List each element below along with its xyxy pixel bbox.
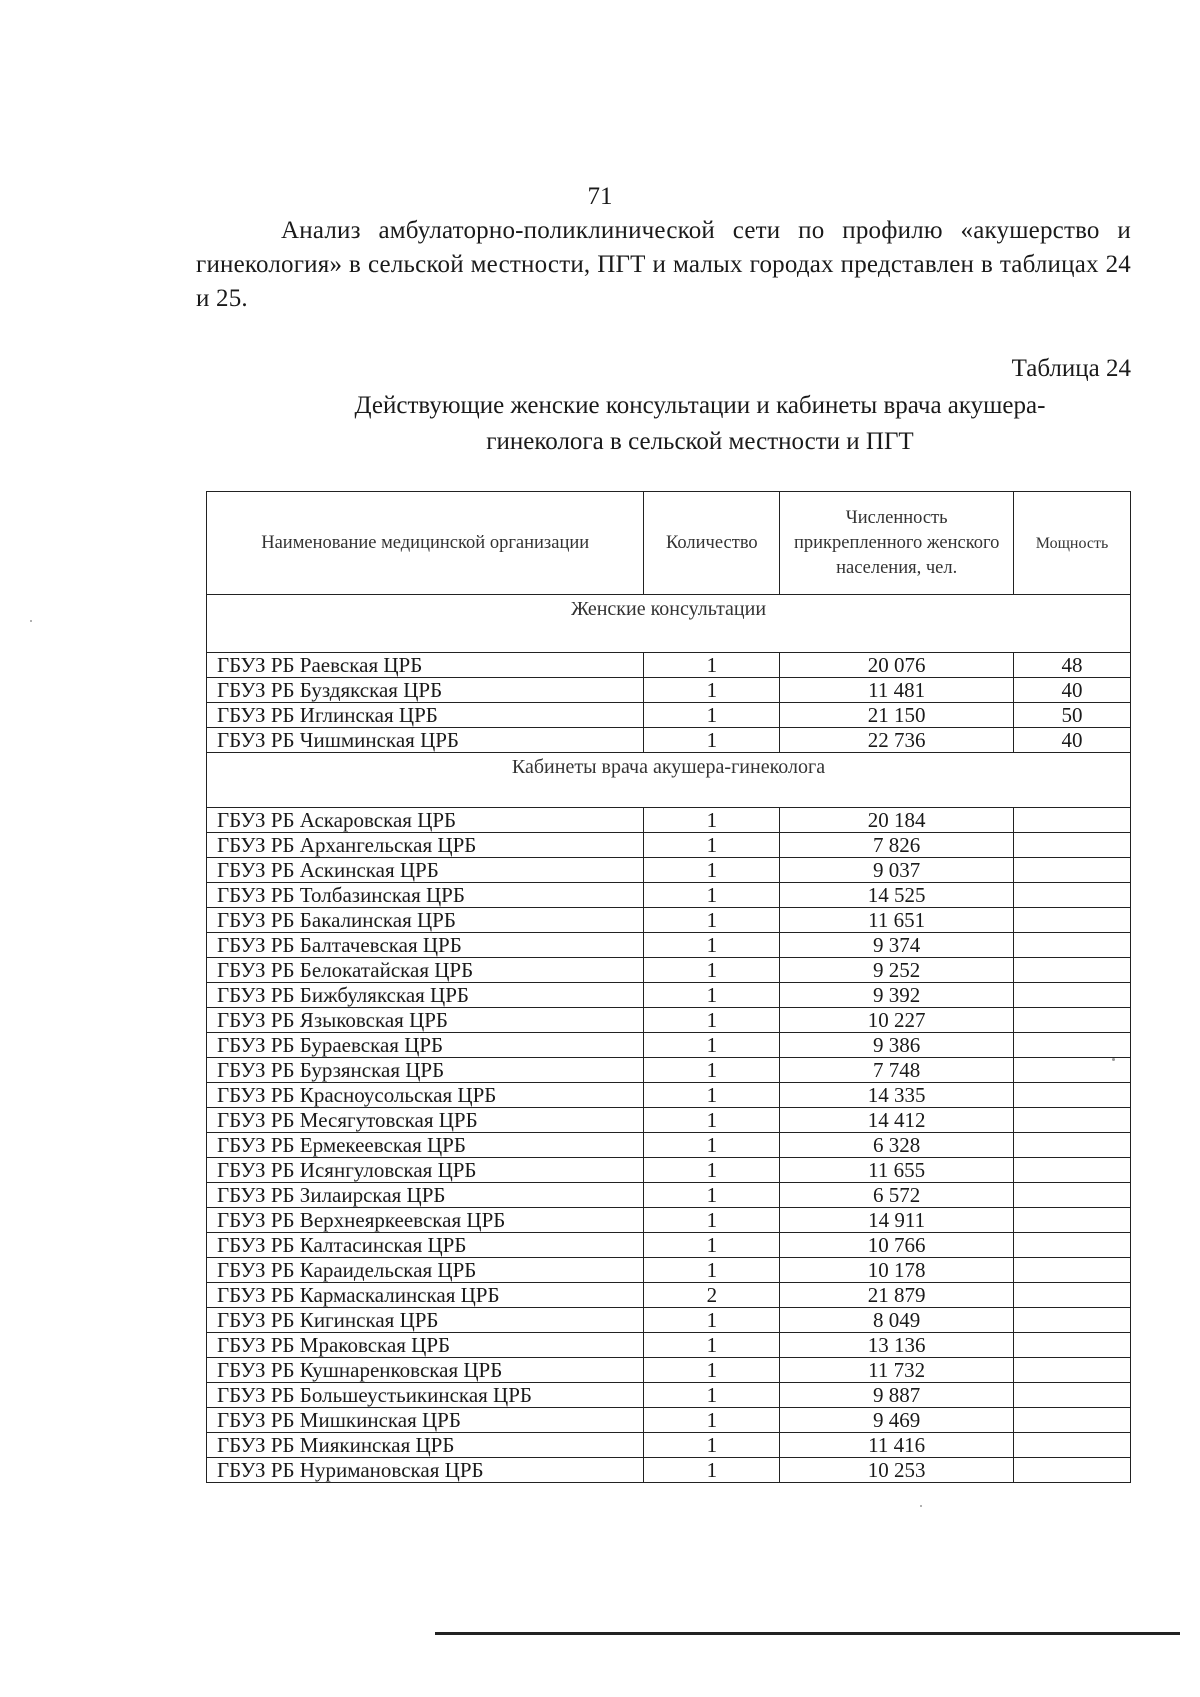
table-row xyxy=(207,1108,1131,1133)
table-title-line: Действующие женские консультации и кабинеты врача акушера- xyxy=(354,392,1046,419)
cell-name: ГБУЗ РБ Иглинская ЦРБ xyxy=(207,703,644,728)
cell-name: ГБУЗ РБ Мраковская ЦРБ xyxy=(207,1333,644,1358)
cell-count: 1 xyxy=(644,1383,780,1408)
table-row xyxy=(207,1308,1131,1333)
table-row xyxy=(207,1058,1131,1083)
cell-power xyxy=(1014,1133,1131,1158)
cell-population: 11 481 xyxy=(780,678,1014,703)
cell-population: 9 469 xyxy=(780,1408,1014,1433)
cell-count: 1 xyxy=(644,1358,780,1383)
table-row xyxy=(207,933,1131,958)
cell-name: ГБУЗ РБ Толбазинская ЦРБ xyxy=(207,883,644,908)
table-body xyxy=(207,595,1131,1483)
cell-name: ГБУЗ РБ Месягутовская ЦРБ xyxy=(207,1108,644,1133)
cell-population: 8 049 xyxy=(780,1308,1014,1333)
cell-power xyxy=(1014,1433,1131,1458)
table-row xyxy=(207,1208,1131,1233)
cell-count: 1 xyxy=(644,883,780,908)
cell-name: ГБУЗ РБ Кушнаренковская ЦРБ xyxy=(207,1358,644,1383)
cell-name: ГБУЗ РБ Большеустьикинская ЦРБ xyxy=(207,1383,644,1408)
cell-name: ГБУЗ РБ Языковская ЦРБ xyxy=(207,1008,644,1033)
cell-count: 1 xyxy=(644,1458,780,1483)
cell-count: 1 xyxy=(644,1258,780,1283)
cell-count: 1 xyxy=(644,1183,780,1208)
table-row xyxy=(207,1408,1131,1433)
bottom-rule xyxy=(435,1632,1180,1635)
cell-population: 6 572 xyxy=(780,1183,1014,1208)
cell-power xyxy=(1014,1183,1131,1208)
table-row xyxy=(207,1433,1131,1458)
header-name: Наименование медицинской организации xyxy=(207,492,644,595)
cell-population: 9 392 xyxy=(780,983,1014,1008)
cell-name: ГБУЗ РБ Зилаирская ЦРБ xyxy=(207,1183,644,1208)
table-row xyxy=(207,833,1131,858)
cell-population: 11 732 xyxy=(780,1358,1014,1383)
cell-count: 1 xyxy=(644,1308,780,1333)
table-row xyxy=(207,808,1131,833)
cell-population: 10 253 xyxy=(780,1458,1014,1483)
section-title: Женские консультации xyxy=(207,595,1131,653)
cell-power xyxy=(1014,1033,1131,1058)
cell-power xyxy=(1014,1108,1131,1133)
cell-name: ГБУЗ РБ Аскаровская ЦРБ xyxy=(207,808,644,833)
cell-population: 20 184 xyxy=(780,808,1014,833)
cell-power: 40 xyxy=(1014,728,1131,753)
cell-count: 1 xyxy=(644,1208,780,1233)
cell-power xyxy=(1014,808,1131,833)
table-title xyxy=(300,388,1100,460)
cell-count: 1 xyxy=(644,703,780,728)
cell-population: 14 911 xyxy=(780,1208,1014,1233)
cell-count: 1 xyxy=(644,933,780,958)
table-header-row xyxy=(207,492,1131,595)
cell-power xyxy=(1014,1333,1131,1358)
cell-power xyxy=(1014,858,1131,883)
table-row xyxy=(207,858,1131,883)
cell-power xyxy=(1014,1058,1131,1083)
table-row xyxy=(207,1283,1131,1308)
cell-name: ГБУЗ РБ Верхнеяркеевская ЦРБ xyxy=(207,1208,644,1233)
cell-count: 1 xyxy=(644,1058,780,1083)
cell-power xyxy=(1014,1083,1131,1108)
cell-name: ГБУЗ РБ Красноусольская ЦРБ xyxy=(207,1083,644,1108)
scan-speck xyxy=(920,1505,922,1507)
cell-power xyxy=(1014,1258,1131,1283)
section-row xyxy=(207,595,1131,653)
scan-speck xyxy=(30,620,32,622)
scan-speck xyxy=(1112,1058,1115,1061)
table-row xyxy=(207,1083,1131,1108)
cell-name: ГБУЗ РБ Буздякская ЦРБ xyxy=(207,678,644,703)
cell-count: 1 xyxy=(644,1233,780,1258)
header-population: Численность прикрепленного женского населения, чел. xyxy=(780,492,1014,595)
cell-name: ГБУЗ РБ Аскинская ЦРБ xyxy=(207,858,644,883)
cell-count: 1 xyxy=(644,678,780,703)
table-row xyxy=(207,703,1131,728)
table-title-line: гинеколога в сельской местности и ПГТ xyxy=(486,428,914,455)
table-row xyxy=(207,728,1131,753)
cell-population: 10 227 xyxy=(780,1008,1014,1033)
cell-count: 1 xyxy=(644,833,780,858)
cell-power xyxy=(1014,1208,1131,1233)
cell-count: 1 xyxy=(644,908,780,933)
cell-population: 21 150 xyxy=(780,703,1014,728)
table-label: Таблица 24 xyxy=(1011,355,1131,382)
cell-population: 22 736 xyxy=(780,728,1014,753)
cell-name: ГБУЗ РБ Раевская ЦРБ xyxy=(207,653,644,678)
cell-name: ГБУЗ РБ Миякинская ЦРБ xyxy=(207,1433,644,1458)
cell-count: 1 xyxy=(644,1433,780,1458)
cell-power xyxy=(1014,1308,1131,1333)
cell-count: 1 xyxy=(644,1083,780,1108)
cell-power: 48 xyxy=(1014,653,1131,678)
cell-name: ГБУЗ РБ Исянгуловская ЦРБ xyxy=(207,1158,644,1183)
cell-name: ГБУЗ РБ Балтачевская ЦРБ xyxy=(207,933,644,958)
cell-population: 11 651 xyxy=(780,908,1014,933)
cell-population: 14 335 xyxy=(780,1083,1014,1108)
cell-population: 7 826 xyxy=(780,833,1014,858)
cell-name: ГБУЗ РБ Мишкинская ЦРБ xyxy=(207,1408,644,1433)
cell-population: 14 525 xyxy=(780,883,1014,908)
cell-count: 1 xyxy=(644,1408,780,1433)
cell-power: 50 xyxy=(1014,703,1131,728)
page-number: 71 xyxy=(587,183,613,210)
table-row xyxy=(207,908,1131,933)
header-power: Мощность xyxy=(1014,492,1131,595)
cell-population: 7 748 xyxy=(780,1058,1014,1083)
table-row xyxy=(207,1383,1131,1408)
cell-power xyxy=(1014,1383,1131,1408)
section-row xyxy=(207,753,1131,808)
table-row xyxy=(207,1358,1131,1383)
cell-count: 1 xyxy=(644,653,780,678)
cell-count: 1 xyxy=(644,858,780,883)
cell-population: 9 374 xyxy=(780,933,1014,958)
table-row xyxy=(207,1333,1131,1358)
table-row xyxy=(207,983,1131,1008)
table-row xyxy=(207,1458,1131,1483)
cell-name: ГБУЗ РБ Бураевская ЦРБ xyxy=(207,1033,644,1058)
cell-population: 6 328 xyxy=(780,1133,1014,1158)
cell-name: ГБУЗ РБ Бакалинская ЦРБ xyxy=(207,908,644,933)
cell-power xyxy=(1014,933,1131,958)
cell-name: ГБУЗ РБ Бижбулякская ЦРБ xyxy=(207,983,644,1008)
facilities-table xyxy=(206,491,1131,1483)
cell-power xyxy=(1014,983,1131,1008)
cell-power xyxy=(1014,1158,1131,1183)
table-row xyxy=(207,1008,1131,1033)
cell-count: 1 xyxy=(644,1133,780,1158)
cell-count: 1 xyxy=(644,958,780,983)
table-row xyxy=(207,1233,1131,1258)
cell-name: ГБУЗ РБ Ермекеевская ЦРБ xyxy=(207,1133,644,1158)
section-title: Кабинеты врача акушера-гинеколога xyxy=(207,753,1131,808)
cell-population: 9 386 xyxy=(780,1033,1014,1058)
cell-count: 1 xyxy=(644,728,780,753)
cell-population: 13 136 xyxy=(780,1333,1014,1358)
cell-name: ГБУЗ РБ Кармаскалинская ЦРБ xyxy=(207,1283,644,1308)
cell-population: 9 037 xyxy=(780,858,1014,883)
table-row xyxy=(207,883,1131,908)
table-row xyxy=(207,678,1131,703)
table-row xyxy=(207,958,1131,983)
cell-population: 9 252 xyxy=(780,958,1014,983)
cell-population: 21 879 xyxy=(780,1283,1014,1308)
table-row xyxy=(207,1258,1131,1283)
cell-population: 14 412 xyxy=(780,1108,1014,1133)
cell-power: 40 xyxy=(1014,678,1131,703)
cell-power xyxy=(1014,1283,1131,1308)
cell-count: 1 xyxy=(644,1333,780,1358)
cell-name: ГБУЗ РБ Чишминская ЦРБ xyxy=(207,728,644,753)
intro-paragraph: Анализ амбулаторно-поликлинической сети по профилю «акушерство и гинекология» в сельской местности, ПГТ и малых городах представлен в таблицах 24 и 25. xyxy=(196,217,1131,312)
table-row xyxy=(207,1033,1131,1058)
cell-power xyxy=(1014,1358,1131,1383)
cell-power xyxy=(1014,908,1131,933)
cell-power xyxy=(1014,1233,1131,1258)
cell-population: 11 416 xyxy=(780,1433,1014,1458)
cell-population: 10 178 xyxy=(780,1258,1014,1283)
cell-name: ГБУЗ РБ Караидельская ЦРБ xyxy=(207,1258,644,1283)
cell-name: ГБУЗ РБ Кигинская ЦРБ xyxy=(207,1308,644,1333)
header-count: Количество xyxy=(644,492,780,595)
cell-power xyxy=(1014,1408,1131,1433)
cell-count: 1 xyxy=(644,808,780,833)
table-row xyxy=(207,1133,1131,1158)
cell-count: 1 xyxy=(644,1033,780,1058)
cell-count: 1 xyxy=(644,983,780,1008)
cell-count: 1 xyxy=(644,1108,780,1133)
cell-power xyxy=(1014,958,1131,983)
cell-population: 9 887 xyxy=(780,1383,1014,1408)
cell-power xyxy=(1014,883,1131,908)
table-row xyxy=(207,653,1131,678)
cell-population: 11 655 xyxy=(780,1158,1014,1183)
cell-power xyxy=(1014,1008,1131,1033)
cell-name: ГБУЗ РБ Нуримановская ЦРБ xyxy=(207,1458,644,1483)
cell-name: ГБУЗ РБ Бурзянская ЦРБ xyxy=(207,1058,644,1083)
table-row xyxy=(207,1158,1131,1183)
cell-power xyxy=(1014,1458,1131,1483)
table-row xyxy=(207,1183,1131,1208)
cell-count: 1 xyxy=(644,1008,780,1033)
cell-population: 10 766 xyxy=(780,1233,1014,1258)
cell-power xyxy=(1014,833,1131,858)
cell-name: ГБУЗ РБ Архангельская ЦРБ xyxy=(207,833,644,858)
cell-population: 20 076 xyxy=(780,653,1014,678)
cell-count: 1 xyxy=(644,1158,780,1183)
cell-name: ГБУЗ РБ Белокатайская ЦРБ xyxy=(207,958,644,983)
cell-name: ГБУЗ РБ Калтасинская ЦРБ xyxy=(207,1233,644,1258)
cell-count: 2 xyxy=(644,1283,780,1308)
